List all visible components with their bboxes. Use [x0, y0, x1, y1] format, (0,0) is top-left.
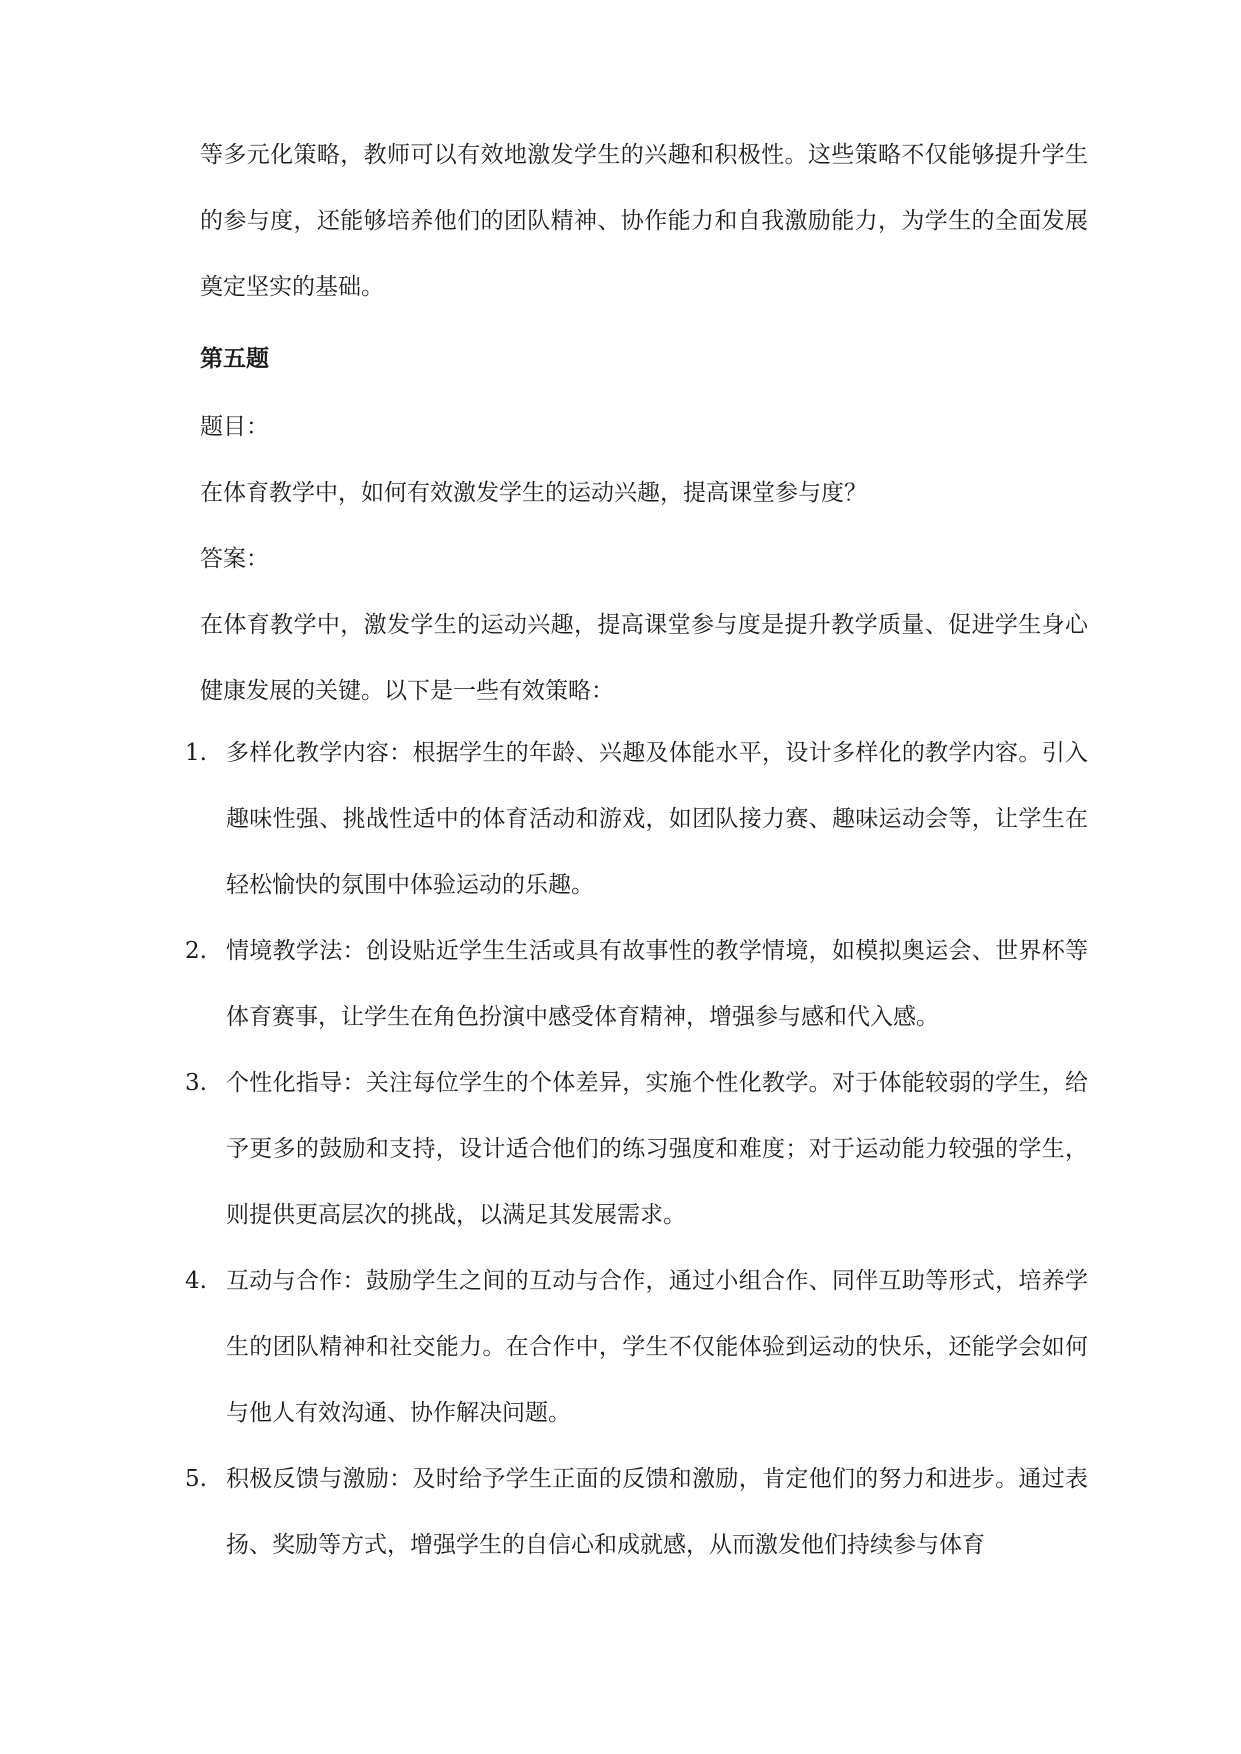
- list-text: 个性化指导：关注每位学生的个体差异，实施个性化教学。对于体能较弱的学生，给予更多的鼓励和支持，设计适合他们的练习强度和难度；对于运动能力较强的学生，则提供更高层次的挑战，以满足其发展需求。: [226, 1070, 1088, 1228]
- strategy-list: [185, 720, 1088, 1578]
- list-text: 多样化教学内容：根据学生的年龄、兴趣及体能水平，设计多样化的教学内容。引入趣味性强、挑战性适中的体育活动和游戏，如团队接力赛、趣味运动会等，让学生在轻松愉快的氛围中体验运动的乐趣。: [226, 740, 1088, 898]
- list-number: 5.: [185, 1466, 207, 1492]
- list-item: [185, 1446, 1088, 1578]
- list-number: 1.: [185, 740, 207, 766]
- question-text: 在体育教学中，如何有效激发学生的运动兴趣，提高课堂参与度？: [200, 480, 867, 506]
- section-heading: 第五题: [200, 345, 269, 372]
- list-item: [185, 1248, 1088, 1446]
- list-item: [185, 1050, 1088, 1248]
- list-text: 互动与合作：鼓励学生之间的互动与合作，通过小组合作、同伴互助等形式，培养学生的团队精神和社交能力。在合作中，学生不仅能体验到运动的快乐，还能学会如何与他人有效沟通、协作解决问题。: [226, 1268, 1088, 1426]
- list-number: 3.: [185, 1070, 207, 1096]
- intro-paragraph: 等多元化策略，教师可以有效地激发学生的兴趣和积极性。这些策略不仅能够提升学生的参与度，还能够培养他们的团队精神、协作能力和自我激励能力，为学生的全面发展奠定坚实的基础。: [200, 142, 1088, 300]
- answer-intro: 在体育教学中，激发学生的运动兴趣，提高课堂参与度是提升教学质量、促进学生身心健康发展的关键。以下是一些有效策略：: [200, 612, 1088, 704]
- list-text: 情境教学法：创设贴近学生生活或具有故事性的教学情境，如模拟奥运会、世界杯等体育赛事，让学生在角色扮演中感受体育精神，增强参与感和代入感。: [226, 938, 1088, 1030]
- list-item: [185, 720, 1088, 918]
- list-text: 积极反馈与激励：及时给予学生正面的反馈和激励，肯定他们的努力和进步。通过表扬、奖励等方式，增强学生的自信心和成就感，从而激发他们持续参与体育: [226, 1466, 1088, 1558]
- list-number: 2.: [185, 938, 207, 964]
- list-number: 4.: [185, 1268, 207, 1294]
- answer-label: 答案：: [200, 546, 269, 572]
- list-item: [185, 918, 1088, 1050]
- question-label: 题目：: [200, 414, 269, 440]
